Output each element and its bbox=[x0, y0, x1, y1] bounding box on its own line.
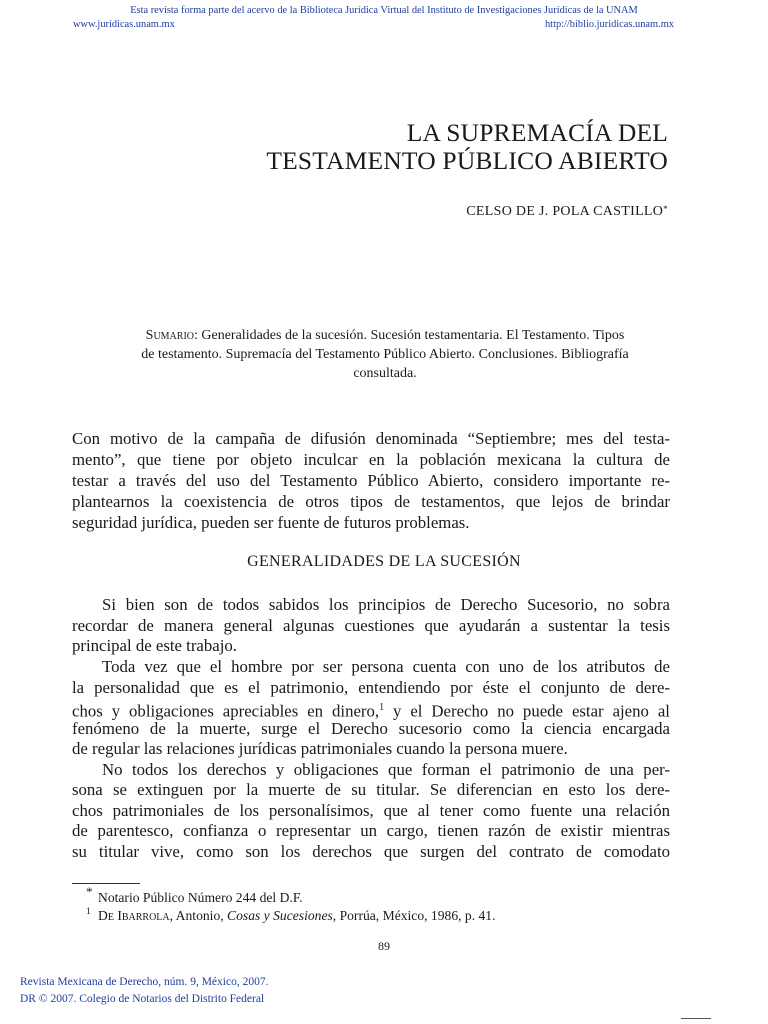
author-footnote-marker: * bbox=[663, 204, 668, 214]
footnote-author-first: , Antonio, bbox=[169, 908, 228, 923]
body-line: su titular vive, como son los derechos que surgen del contrato de comodato bbox=[72, 842, 670, 861]
author-line bbox=[466, 204, 668, 220]
summary-label: Sumario: bbox=[145, 328, 198, 343]
intro-line: plantearnos la coexistencia de otros tipos de testamentos, que lejos de brindar bbox=[72, 492, 670, 511]
footnote-text: Notario Público Número 244 del D.F. bbox=[98, 890, 303, 905]
article-title-line-1: LA SUPREMACÍA DEL bbox=[406, 118, 668, 147]
body-line: principal de este trabajo. bbox=[72, 636, 237, 655]
intro-line: seguridad jurídica, pueden ser fuente de futuros problemas. bbox=[72, 513, 470, 532]
body-line: No todos los derechos y obligaciones que forman el patrimonio de una per- bbox=[102, 760, 670, 779]
footnote-divider bbox=[72, 883, 140, 884]
body-line: la personalidad que es el patrimonio, entendiendo por éste el conjunto de dere- bbox=[72, 678, 670, 697]
summary-line-3: consultada. bbox=[353, 366, 417, 381]
article-title-line-2: TESTAMENTO PÚBLICO ABIERTO bbox=[266, 146, 668, 175]
journal-citation: Revista Mexicana de Derecho, núm. 9, México, 2007. bbox=[20, 976, 269, 988]
footnote-work-title: Cosas y Sucesiones bbox=[227, 908, 333, 923]
summary-line-1: Generalidades de la sucesión. Sucesión testamentaria. El Testamento. Tipos bbox=[201, 328, 625, 343]
body-line: chos patrimoniales de los personalísimos, que al tener como fuente una relación bbox=[72, 801, 670, 820]
copyright-notice: DR © 2007. Colegio de Notarios del Distrito Federal bbox=[20, 993, 265, 1005]
body-line: Toda vez que el hombre por ser persona cuenta con uno de los atributos de bbox=[102, 657, 670, 676]
footnote-marker: 1 bbox=[86, 907, 91, 917]
footnote-reference-1[interactable]: 1 bbox=[379, 702, 385, 713]
author-name: CELSO DE J. POLA CASTILLO bbox=[466, 204, 664, 219]
body-line: recordar de manera general algunas cuestiones que ayudarán a sustentar la tesis bbox=[72, 616, 670, 635]
body-text: chos y obligaciones apreciables en dinero, bbox=[72, 701, 380, 721]
intro-line: testar a través del uso del Testamento Público Abierto, considero importante re- bbox=[72, 471, 670, 490]
intro-line: mento”, que tiene por objeto inculcar en la población mexicana la cultura de bbox=[72, 450, 670, 469]
body-text: y el Derecho no puede estar ajeno al bbox=[384, 701, 670, 721]
summary-block bbox=[100, 326, 670, 383]
repository-notice: Esta revista forma parte del acervo de la Biblioteca Jurídica Virtual del Instituto de Investigaciones Jurídicas de la UNAM bbox=[130, 5, 638, 16]
body-line: fenómeno de la muerte, surge el Derecho sucesorio como la ciencia encargada bbox=[72, 719, 670, 738]
juridicas-url-link[interactable]: www.juridicas.unam.mx bbox=[73, 19, 175, 30]
body-line: de regular las relaciones jurídicas patrimoniales cuando la persona muere. bbox=[72, 739, 568, 758]
body-line: de parentesco, confianza o representar un cargo, tienen razón de existir mientras bbox=[72, 821, 670, 840]
summary-line-2: de testamento. Supremacía del Testamento Público Abierto. Conclusiones. Bibliografía bbox=[141, 347, 629, 362]
body-line: sona se extinguen por la muerte de su titular. Se diferencian en esto los dere- bbox=[72, 780, 670, 799]
body-line: Si bien son de todos sabidos los principios de Derecho Sucesorio, no sobra bbox=[102, 595, 670, 614]
intro-line: Con motivo de la campaña de difusión denominada “Septiembre; mes del testa- bbox=[72, 429, 670, 448]
biblio-url-link[interactable]: http://biblio.juridicas.unam.mx bbox=[544, 19, 674, 30]
footnote-text bbox=[98, 908, 496, 924]
page-number: 89 bbox=[378, 939, 390, 953]
scan-edge-mark bbox=[681, 1018, 711, 1019]
footnote-publication: , Porrúa, México, 1986, p. 41. bbox=[332, 908, 496, 923]
footnote-marker: * bbox=[86, 884, 93, 899]
footnote-author: De Ibarrola bbox=[98, 908, 170, 923]
section-heading: GENERALIDADES DE LA SUCESIÓN bbox=[247, 553, 521, 570]
